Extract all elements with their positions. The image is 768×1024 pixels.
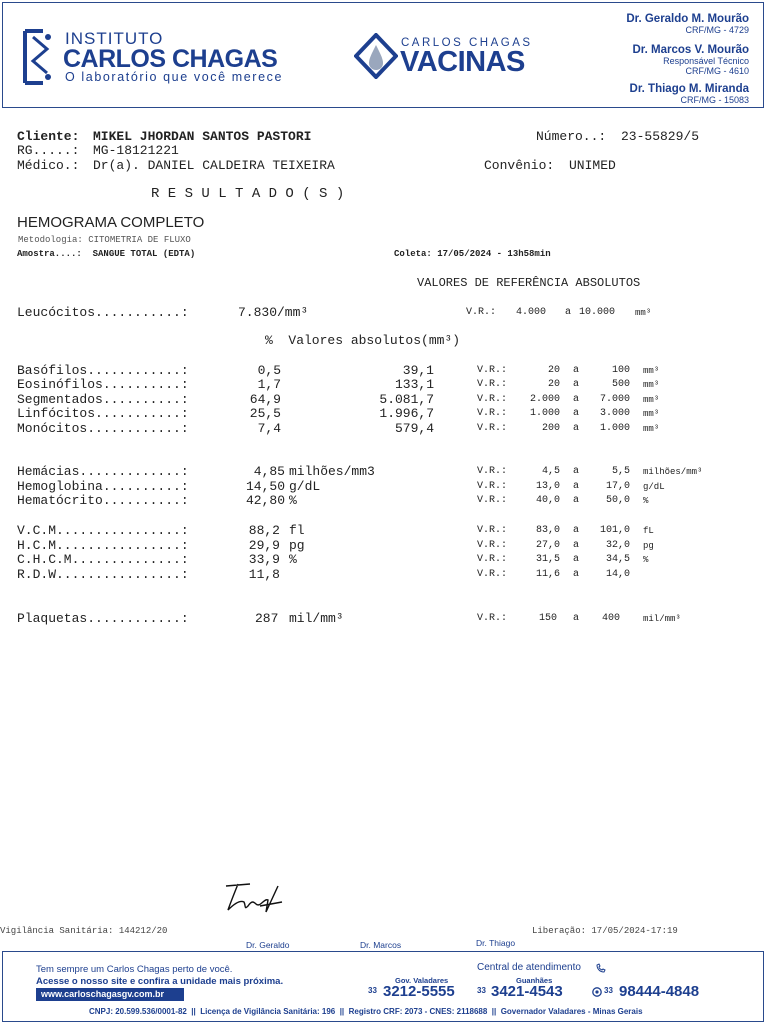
cliente-name: MIKEL JHORDAN SANTOS PASTORI [93,129,312,144]
gv-label: Gov. Valadares [395,976,449,985]
vr-min: 200 [541,423,560,434]
row-percent: 1,7 [257,377,281,392]
vr-label: V.R.: [477,554,508,565]
row-label: C.H.C.M..............: [17,552,189,567]
vr-min: 83,0 [535,525,560,536]
row-label: V.C.M................: [17,523,189,538]
signature-label-geraldo: Dr. Geraldo [246,940,290,950]
medico-label: Médico.: [17,158,80,173]
vr-unit: mm³ [643,380,660,390]
row-value: 42,80 [245,493,285,508]
row-absolute: 1.996,7 [379,406,434,421]
vr-label: V.R.: [477,466,508,477]
result-title: R E S U L T A D O ( S ) [151,186,345,202]
gv-ddd: 33 [368,986,377,995]
row-absolute: 133,1 [394,377,434,392]
footer-line2: Acesse o nosso site e confira a unidade mais próxima. [36,976,284,987]
vr-label: V.R.: [477,569,508,580]
vr-max: 14,0 [605,569,630,580]
vr-max: 17,0 [605,481,630,492]
vr-max: 1.000 [599,423,630,434]
vr-a: a [573,408,580,419]
vr-max: 500 [611,379,630,390]
vacinas-name: VACINAS [400,46,525,78]
row-value: 7.830/mm³ [238,305,309,320]
vr-unit: mm³ [643,409,660,419]
row-unit: milhões/mm3 [289,464,375,479]
vr-a: a [573,365,580,376]
row-percent: 25,5 [249,406,281,421]
gu-ddd: 33 [477,986,486,995]
vr-label: V.R.: [477,613,508,624]
signature-label-thiago: Dr. Thiago [476,938,516,948]
row-value: 33,9 [248,552,280,567]
vr-a: a [573,569,580,580]
vr-label: V.R.: [477,525,508,536]
row-unit: pg [289,538,305,553]
vr-max: 5,5 [611,466,630,477]
row-label: Plaquetas............: [17,611,189,626]
vr-max: 50,0 [605,495,630,506]
vr-a: a [573,525,580,536]
gv-phone: 3212-5555 [383,983,455,1000]
lab-footer [2,951,764,1022]
vr-unit: mil/mm³ [643,614,681,624]
vacinas-logo-icon [354,33,398,79]
doctor-1-name: Dr. Geraldo M. Mourão [626,13,749,25]
row-label: Hematócrito..........: [17,493,189,508]
central-label: Central de atendimento [477,962,581,973]
row-unit: % [289,552,297,567]
vr-min: 27,0 [535,540,560,551]
vr-unit: % [643,555,649,565]
row-label: R.D.W................: [17,567,189,582]
vr-label: V.R.: [477,495,508,506]
vr-a: a [573,495,580,506]
vr-a: a [573,613,580,624]
vr-unit: mm³ [643,366,660,376]
phone-icon [595,962,607,974]
rg-value: MG-18121221 [93,143,179,158]
vr-max: 101,0 [599,525,630,536]
vr-label: V.R.: [477,365,508,376]
vr-a: a [573,481,580,492]
row-label: Eosinófilos..........: [17,377,189,392]
row-value: 88,2 [248,523,280,538]
vr-a: a [573,423,580,434]
row-label: Monócitos............: [17,421,189,436]
row-absolute: 5.081,7 [379,392,434,407]
vr-unit: fL [643,526,654,536]
website-link[interactable]: www.carloschagasgv.com.br [36,988,184,1001]
gu-phone: 3421-4543 [491,983,563,1000]
vr-max: 7.000 [599,394,630,405]
vr-min: 1.000 [529,408,560,419]
row-label: Leucócitos...........: [17,305,189,320]
vr-min: 150 [539,613,558,624]
vr-max: 32,0 [605,540,630,551]
vr-unit: milhões/mm³ [643,467,703,477]
vr-max: 100 [611,365,630,376]
vr-a: a [573,554,580,565]
vr-max: 34,5 [605,554,630,565]
exam-name: HEMOGRAMA COMPLETO [17,214,205,231]
convenio-label: Convênio: [484,158,555,173]
vr-min: 2.000 [529,394,560,405]
doctor-2-name: Dr. Marcos V. Mourão [632,44,749,56]
gu-label: Guanhães [516,976,553,985]
row-percent: 64,9 [249,392,281,407]
vr-a: a [573,379,580,390]
vr-a: a [573,466,580,477]
vr-a: a [573,394,580,405]
whatsapp-icon [592,987,602,997]
row-label: Hemoglobina..........: [17,479,189,494]
doctor-1-crf: CRF/MG - 4729 [685,25,749,35]
cliente-label: Cliente: [17,129,80,144]
instituto-tagline: O laboratório que você merece [65,70,284,84]
doctor-3-crf: CRF/MG - 15083 [680,95,749,105]
row-unit: mil/mm³ [289,611,344,626]
instituto-logo-icon [19,27,55,87]
vr-label: V.R.: [477,481,508,492]
vr-unit: mm³ [635,308,652,318]
vr-label: V.R.: [466,307,497,318]
vr-unit: g/dL [643,482,665,492]
row-label: Hemácias.............: [17,464,189,479]
medico-value: Dr(a). DANIEL CALDEIRA TEIXEIRA [93,158,335,173]
row-value: 14,50 [245,479,285,494]
row-unit: g/dL [289,479,321,494]
vr-label: V.R.: [477,379,508,390]
doctor-2-crf: CRF/MG - 4610 [685,66,749,76]
vr-min: 13,0 [535,481,560,492]
wa-ddd: 33 [604,986,613,995]
liberacao-text: Liberação: 17/05/2024-17:19 [532,926,678,936]
vr-label: V.R.: [477,394,508,405]
signature-label-marcos: Dr. Marcos [360,940,402,950]
vr-label: V.R.: [477,540,508,551]
wa-phone: 98444-4848 [619,983,700,1000]
vr-label: V.R.: [477,423,508,434]
row-absolute: 39,1 [402,363,434,378]
vr-min: 4,5 [541,466,560,477]
row-label: Linfócitos...........: [17,406,189,421]
vr-min: 40,0 [535,495,560,506]
footer-legal: CNPJ: 20.599.536/0001-82 || Licença de Vigilância Sanitária: 196 || Registro CRF: 2073 - CNES: 2118688 || Governador Valadares - Minas Gerais [89,1007,643,1016]
numero-value: 23-55829/5 [621,129,700,144]
vr-max: 10.000 [579,307,616,318]
row-value: 287 [255,611,279,626]
vr-max: 400 [602,613,621,624]
doctor-2-role: Responsável Técnico [663,56,749,66]
convenio-value: UNIMED [569,158,616,173]
row-label: Segmentados..........: [17,392,189,407]
vr-min: 11,6 [535,569,560,580]
row-value: 11,8 [248,567,280,582]
vr-unit: pg [643,541,654,551]
lab-header [2,2,764,108]
row-unit: fl [289,523,305,538]
vr-max: 3.000 [599,408,630,419]
vacinas-label: CARLOS CHAGAS [401,37,533,49]
vr-min: 20 [547,365,560,376]
row-label: Basófilos............: [17,363,189,378]
vr-unit: % [643,496,649,506]
rg-label: RG.....: [17,143,80,158]
diff-header: % Valores absolutos(mm³) [265,333,461,348]
vr-unit: mm³ [643,424,660,434]
numero-label: Número..: [536,129,607,144]
row-value: 29,9 [248,538,280,553]
instituto-label: INSTITUTO [65,29,164,48]
vr-a: a [565,307,572,318]
row-percent: 7,4 [257,421,281,436]
footer-line1: Tem sempre um Carlos Chagas perto de você. [36,964,233,975]
row-percent: 0,5 [257,363,281,378]
instituto-name: CARLOS CHAGAS [63,45,278,73]
vigilancia-text: Vigilância Sanitária: 144212/20 [0,926,168,936]
doctor-3-name: Dr. Thiago M. Miranda [629,83,749,95]
vr-a: a [573,540,580,551]
exam-collection: Coleta: 17/05/2024 - 13h58min [394,249,551,259]
vr-min: 20 [547,379,560,390]
ref-header: VALORES DE REFERÊNCIA ABSOLUTOS [417,276,641,290]
vr-unit: mm³ [643,395,660,405]
exam-sample: Amostra....: SANGUE TOTAL (EDTA) [17,249,196,259]
vr-min: 31,5 [535,554,560,565]
signature-icon [220,878,290,918]
row-value: 4,85 [253,464,285,479]
row-label: H.C.M................: [17,538,189,553]
exam-method: Metodologia: CITOMETRIA DE FLUXO [18,235,191,245]
vr-label: V.R.: [477,408,508,419]
row-absolute: 579,4 [394,421,434,436]
row-unit: % [289,493,297,508]
vr-min: 4.000 [516,307,547,318]
